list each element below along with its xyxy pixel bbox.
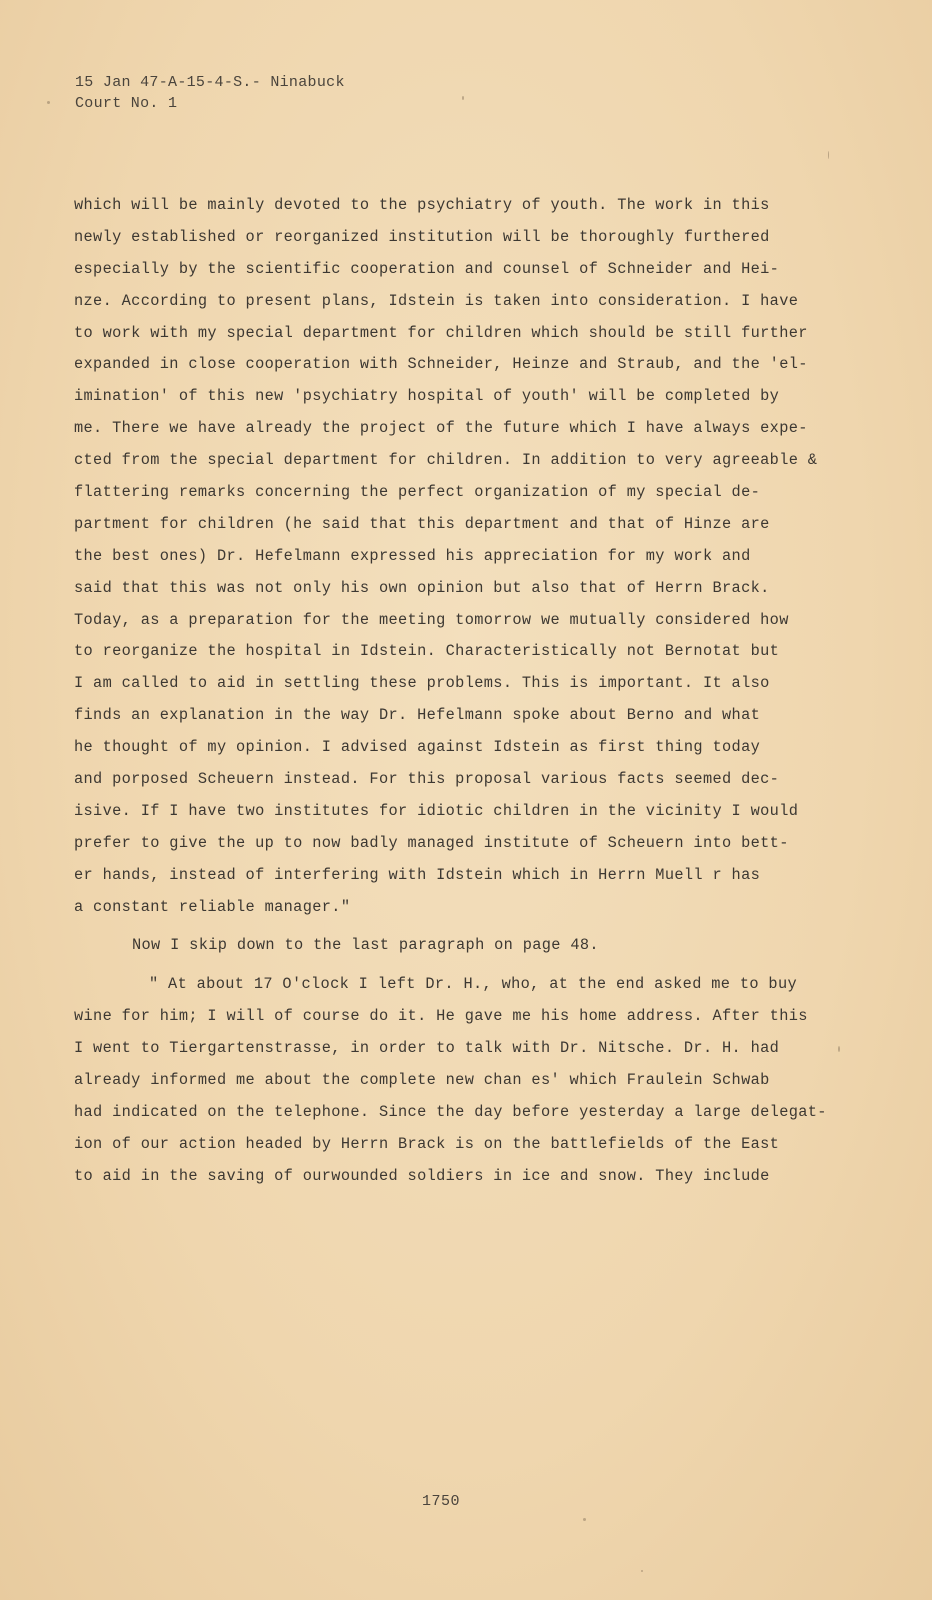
text-line: I am called to aid in settling these problems. This is important. It also: [74, 674, 770, 693]
paper-speck: [583, 1518, 586, 1521]
text-line: said that this was not only his own opinion but also that of Herrn Brack.: [74, 578, 770, 597]
text-line: to aid in the saving of ourwounded soldiers in ice and snow. They include: [74, 1166, 770, 1185]
text-line: the best ones) Dr. Hefelmann expressed his appreciation for my work and: [74, 546, 751, 565]
page-number: 1750: [422, 1493, 461, 1510]
paragraph-quote-page-48: [74, 969, 874, 1192]
text-line: imination' of this new 'psychiatry hospital of youth' will be completed by: [74, 387, 780, 406]
text-line: cted from the special department for children. In addition to very agreeable &: [74, 451, 818, 470]
text-line: he thought of my opinion. I advised against Idstein as first thing today: [74, 738, 761, 757]
text-line: " At about 17 O'clock I left Dr. H., who, at the end asked me to buy: [149, 975, 798, 994]
paper-speck: [47, 101, 50, 104]
paragraph-skip-note: Now I skip down to the last paragraph on page 48.: [132, 936, 599, 955]
text-line: Today, as a preparation for the meeting tomorrow we mutually considered how: [74, 610, 789, 629]
transcript-body: [74, 190, 874, 1193]
text-line: finds an explanation in the way Dr. Hefelmann spoke about Berno and what: [74, 706, 761, 725]
text-line: flattering remarks concerning the perfect organization of my special de-: [74, 483, 761, 502]
paper-speck: [641, 1570, 643, 1572]
text-line: to reorganize the hospital in Idstein. Characteristically not Bernotat but: [74, 642, 780, 661]
text-line: I went to Tiergartenstrasse, in order to talk with Dr. Nitsche. Dr. H. had: [74, 1039, 780, 1058]
text-line: a constant reliable manager.": [74, 897, 351, 916]
text-line: and porposed Scheuern instead. For this proposal various facts seemed dec-: [74, 770, 780, 789]
text-line: especially by the scientific cooperation and counsel of Schneider and Hei-: [74, 259, 780, 278]
text-line: isive. If I have two institutes for idiotic children in the vicinity I would: [74, 801, 799, 820]
text-line: me. There we have already the project of the future which I have always expe-: [74, 419, 808, 438]
text-line: prefer to give the up to now badly managed institute of Scheuern into bett-: [74, 833, 789, 852]
paper-speck: [462, 96, 464, 100]
text-line: already informed me about the complete new chan es' which Fraulein Schwab: [74, 1071, 770, 1090]
paragraph-quote-continuation: [74, 190, 874, 923]
text-line: wine for him; I will of course do it. He gave me his home address. After this: [74, 1007, 808, 1026]
header-court: Court No. 1: [75, 95, 178, 112]
paper-speck: [838, 1046, 840, 1052]
text-line: newly established or reorganized institution will be thoroughly furthered: [74, 227, 770, 246]
text-line: partment for children (he said that this department and that of Hinze are: [74, 514, 770, 533]
text-line: ion of our action headed by Herrn Brack is on the battlefields of the East: [74, 1134, 780, 1153]
text-line: which will be mainly devoted to the psychiatry of youth. The work in this: [74, 196, 770, 214]
text-line: to work with my special department for children which should be still further: [74, 323, 808, 342]
header-case-reference: 15 Jan 47-A-15-4-S.- Ninabuck: [75, 74, 345, 91]
document-header: [75, 72, 345, 114]
paper-speck: [828, 151, 829, 159]
text-line: had indicated on the telephone. Since the day before yesterday a large delegat-: [74, 1102, 827, 1121]
text-line: expanded in close cooperation with Schneider, Heinze and Straub, and the 'el-: [74, 355, 808, 374]
text-line: er hands, instead of interfering with Idstein which in Herrn Muell r has: [74, 865, 761, 884]
text-line: nze. According to present plans, Idstein is taken into consideration. I have: [74, 291, 799, 310]
